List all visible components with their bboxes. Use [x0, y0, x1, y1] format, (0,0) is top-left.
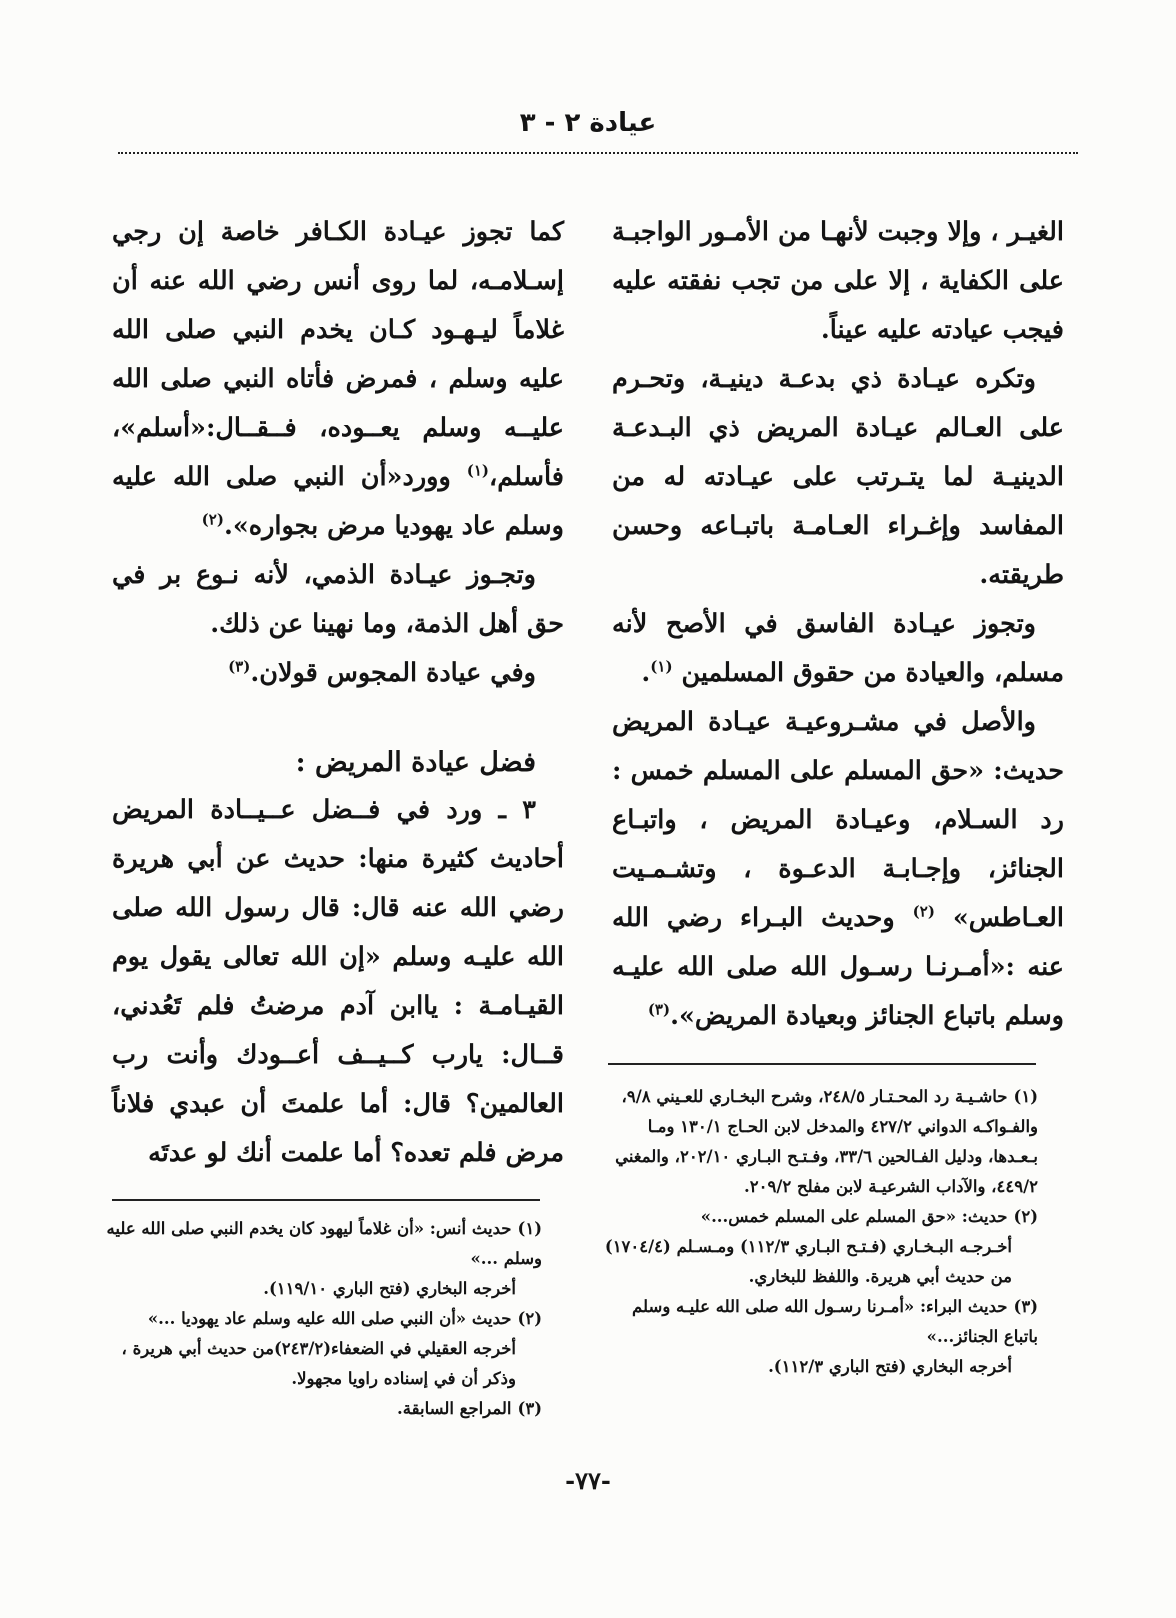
footnote-number: (١): [1013, 1087, 1038, 1106]
footnote-number: (٢): [1013, 1207, 1038, 1226]
footnote-number: (٣): [517, 1399, 542, 1418]
footnote: [598, 1202, 1038, 1232]
footnote-separator: [608, 1063, 1036, 1065]
footnote-number: (٣): [1013, 1297, 1038, 1316]
running-header: عيادة ٢ - ٣: [519, 108, 657, 138]
footnote-ref: (٣): [647, 1000, 671, 1019]
footnote: [598, 1292, 1038, 1352]
footnote-separator: [112, 1199, 540, 1201]
footnotes-left: [102, 1214, 542, 1424]
paragraph: [612, 698, 1064, 1041]
paragraph-text: كما تجوز عيـادة الكـافر خاصة إن رجي إسـلامـه، لما روى أنس رضي الله عنه أن غلاماً ليـهـود كـان يخدم النبي صلى الله عليه وسلم ، فمرض فأتاه النبي صلى الله عليــه وسلم يعــوده، فــقــال:«أسلم»، فأسلم،: [112, 217, 564, 492]
paragraph: وتكره عيـادة ذي بدعـة دينيـة، وتحـرم على العـالم عيـادة المريض ذي البـدعـة الدينيـة لما يتـرتب على عيـادته له من المفاسد وإغـراء العـامـة باتبـاعه وحسن طريقته.: [612, 364, 1064, 590]
footnote-text: حديث: «حق المسلم على المسلم خمس...»: [700, 1207, 1008, 1226]
paragraph-end: .: [641, 658, 651, 688]
footnote-number: (٢): [517, 1309, 542, 1328]
paragraph: [612, 600, 1064, 698]
paragraph-text: وتجوز عيـادة الفاسق في الأصح لأنه مسلم، والعيادة من حقوق المسلمين: [612, 609, 1064, 688]
paragraph-text: وورد«أن النبي صلى الله عليه وسلم عاد يهوديا مرض بجواره».: [112, 462, 564, 541]
footnote-source: أخـرجـه البـخـاري (فـتـح البـاري ١١٢/٣) ومـسـلم (١٧٠٤/٤) من حديث أبي هريرة. واللفظ للبخاري.: [604, 1237, 1012, 1286]
paragraph: وتجـوز عيـادة الذمي، لأنه نـوع بر في حق أهل الذمة، وما نهينا عن ذلك.: [112, 560, 564, 639]
paragraph: الغيـر ، وإلا وجبت لأنهـا من الأمـور الواجبـة على الكفاية ، إلا على من تجب نفقته عليه فيجب عيادته عليه عيناً.: [612, 217, 1064, 345]
footnote-text: حديث البراء: «أمـرنا رسـول الله صلى الله عليـه وسلم باتباع الجنائز...»: [632, 1297, 1038, 1346]
footnotes-right: [598, 1082, 1038, 1382]
section-heading: فضل عيادة المريض :: [295, 747, 536, 778]
paragraph: ٣ ـ ورد في فــضل عــيــادة المريض أحاديث كثيرة منها: حديث عن أبي هريرة رضي الله عنه قال: قال رسول الله صلى الله عليـه وسلم «إن الله تعالى يقول يوم القيـامـة : ياابن آدم مرضتُ فلم تَعُدني، قــال: يارب كــيــف أعــودك وأنت رب العالمين؟ قال: أما علمتَ أن عبدي فلاناً مرض فلم تعده؟ أما علمت أنك لو عدتَه: [112, 795, 564, 1168]
footnote-text: حاشـيـة رد المحـتـار ٢٤٨/٥، وشرح البخـاري للعـيني ٩/٨، والفـواكـه الدواني ٤٢٧/٢ والمدخل لابن الحـاج ١٣٠/١ ومـا بـعـدها، ودليل الفـالحين ٣٣/٦، وفـتـح البـاري ٢٠٢/١٠، والمغني ٤٤٩/٢، والآداب الشرعيـة لابن مفلح ٢٠٩/٢.: [615, 1087, 1038, 1196]
paragraph: [112, 208, 564, 551]
footnote: [102, 1394, 542, 1424]
footnote-source: أخرجه البخاري (فتح الباري ١١٢/٣).: [768, 1357, 1012, 1376]
footnote-text: حديث أنس: «أن غلاماً ليهود كان يخدم النبي صلى الله عليه وسلم ...»: [106, 1219, 542, 1268]
left-column: [112, 208, 564, 1178]
page-number: -٧٧-: [565, 1466, 611, 1495]
header-dotted-rule: [118, 152, 1078, 154]
footnote-ref: (٢): [912, 902, 935, 921]
footnote-ref: (١): [466, 461, 490, 480]
footnote-ref: (٢): [201, 510, 224, 529]
footnote: [102, 1214, 542, 1274]
footnote-ref: (٣): [228, 657, 251, 676]
paragraph-text: وفي عيادة المجوس قولان.: [250, 658, 536, 688]
footnote-ref: (١): [650, 657, 673, 676]
footnote-source: أخرجه العقيلي في الضعفاء(٢٤٣/٢)من حديث أبي هريرة ، وذكر أن في إسناده راويا مجهولا.: [121, 1339, 516, 1388]
paragraph-text: والأصل في مشـروعيـة عيـادة المريض حديث: «حق المسلم على المسلم خمس : رد السـلام، وعيـادة المريض ، واتبـاع الجنائز، وإجـابـة الدعـوة ، وتشـمـيت العـاطس»: [612, 707, 1064, 933]
paragraph: [112, 649, 564, 698]
footnote-source: أخرجه البخاري (فتح الباري ١١٩/١٠).: [263, 1279, 516, 1298]
paragraph-text: وحديث البـراء رضي الله عنه :«أمـرنـا رسـول الله صلى الله عليـه وسلم باتباع الجنائز وبعيادة المريض».: [612, 903, 1064, 1031]
footnote: [102, 1304, 542, 1334]
footnote: [598, 1082, 1038, 1202]
footnote-text: المراجع السابقة.: [397, 1399, 512, 1418]
right-column: [612, 208, 1064, 1041]
footnote-text: حديث «أن النبي صلى الله عليه وسلم عاد يهوديا ...»: [147, 1309, 512, 1328]
footnote-number: (١): [517, 1219, 542, 1238]
